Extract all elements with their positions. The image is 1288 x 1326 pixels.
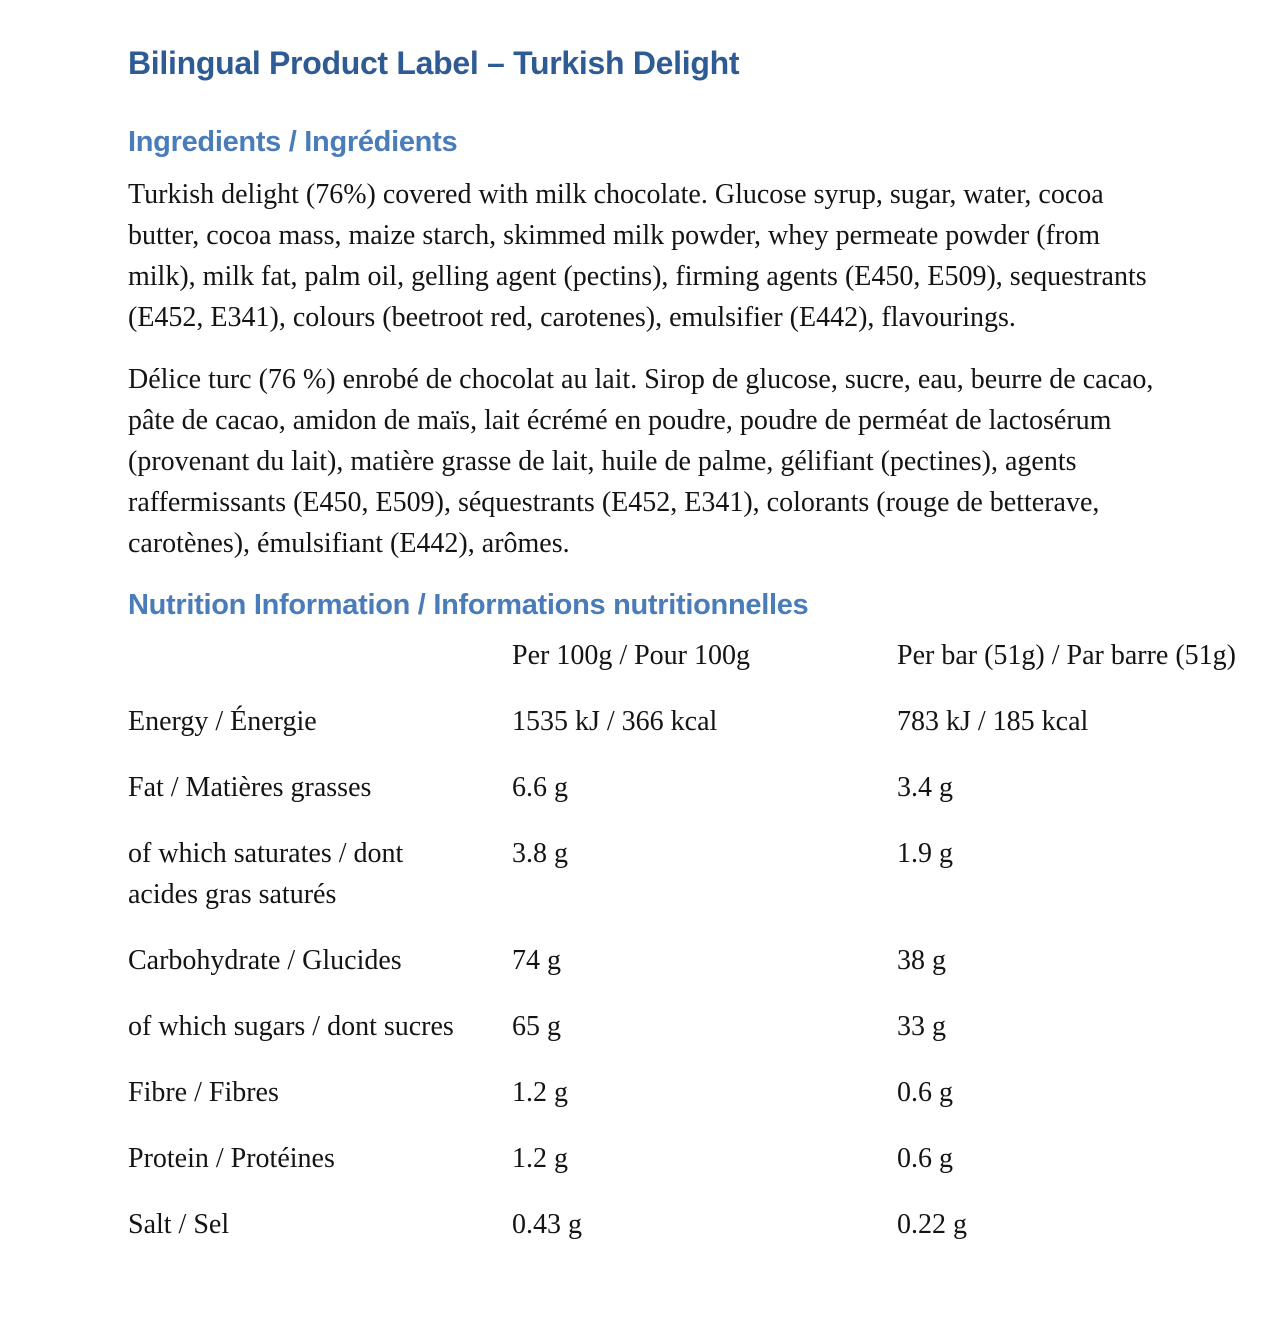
ingredients-fr-line: carotènes), émulsifiant (E442), arômes.: [128, 528, 570, 559]
ingredients-en-line: Turkish delight (76%) covered with milk chocolate. Glucose syrup, sugar, water, cocoa: [128, 179, 1104, 210]
table-row-sugars: [128, 1006, 1240, 1047]
row-per100g-value: 65 g: [512, 1011, 561, 1042]
ingredients-paragraph-en: [128, 174, 1240, 338]
row-perbar-value: 33 g: [897, 1011, 946, 1042]
table-row-fat: [128, 767, 1240, 808]
row-perbar-value: 0.6 g: [897, 1077, 953, 1108]
nutrition-header-perbar: Per bar (51g) / Par barre (51g): [897, 640, 1236, 671]
row-per100g-value: 6.6 g: [512, 772, 568, 803]
row-label: Carbohydrate / Glucides: [128, 945, 402, 976]
row-label: Fibre / Fibres: [128, 1077, 279, 1108]
row-per100g-value: 1535 kJ / 366 kcal: [512, 706, 718, 737]
nutrition-table: [128, 635, 1240, 1245]
page-title: Bilingual Product Label – Turkish Delight: [128, 45, 740, 81]
table-row-energy: [128, 701, 1240, 742]
row-perbar-value: 0.6 g: [897, 1143, 953, 1174]
ingredients-en-line: (E452, E341), colours (beetroot red, carotenes), emulsifier (E442), flavourings.: [128, 302, 1016, 333]
row-per100g-value: 1.2 g: [512, 1077, 568, 1108]
ingredients-fr-line: Délice turc (76 %) enrobé de chocolat au lait. Sirop de glucose, sucre, eau, beurre de cacao,: [128, 364, 1154, 395]
row-label: Salt / Sel: [128, 1209, 230, 1240]
ingredients-paragraph-fr: [128, 359, 1240, 564]
table-row-saturates: [128, 833, 1240, 915]
nutrition-header-row: [128, 635, 1240, 676]
row-perbar-value: 3.4 g: [897, 772, 953, 803]
ingredients-fr-line: raffermissants (E450, E509), séquestrants (E452, E341), colorants (rouge de betterave,: [128, 487, 1100, 518]
ingredients-en-line: milk), milk fat, palm oil, gelling agent (pectins), firming agents (E450, E509), sequestrants: [128, 261, 1147, 292]
table-row-fibre: [128, 1072, 1240, 1113]
row-per100g-value: 1.2 g: [512, 1143, 568, 1174]
row-per100g-value: 3.8 g: [512, 838, 568, 869]
ingredients-heading: Ingredients / Ingrédients: [128, 126, 458, 158]
row-label: Fat / Matières grasses: [128, 772, 372, 803]
table-row-protein: [128, 1138, 1240, 1179]
table-row-salt: [128, 1204, 1240, 1245]
row-perbar-value: 783 kJ / 185 kcal: [897, 706, 1089, 737]
ingredients-en-line: butter, cocoa mass, maize starch, skimmed milk powder, whey permeate powder (from: [128, 220, 1100, 251]
row-perbar-value: 0.22 g: [897, 1209, 967, 1240]
ingredients-fr-line: (provenant du lait), matière grasse de lait, huile de palme, gélifiant (pectines), agents: [128, 446, 1077, 477]
row-per100g-value: 74 g: [512, 945, 561, 976]
nutrition-heading: Nutrition Information / Informations nutritionnelles: [128, 589, 809, 621]
row-label: of which saturates / dont acides gras saturés: [128, 838, 404, 910]
table-row-carbohydrate: [128, 940, 1240, 981]
row-label: Protein / Protéines: [128, 1143, 335, 1174]
row-perbar-value: 38 g: [897, 945, 946, 976]
ingredients-fr-line: pâte de cacao, amidon de maïs, lait écrémé en poudre, poudre de perméat de lactosérum: [128, 405, 1112, 436]
row-per100g-value: 0.43 g: [512, 1209, 582, 1240]
nutrition-header-per100g: Per 100g / Pour 100g: [512, 640, 750, 671]
row-label: of which sugars / dont sucres: [128, 1011, 454, 1042]
row-perbar-value: 1.9 g: [897, 838, 953, 869]
row-label: Energy / Énergie: [128, 706, 317, 737]
